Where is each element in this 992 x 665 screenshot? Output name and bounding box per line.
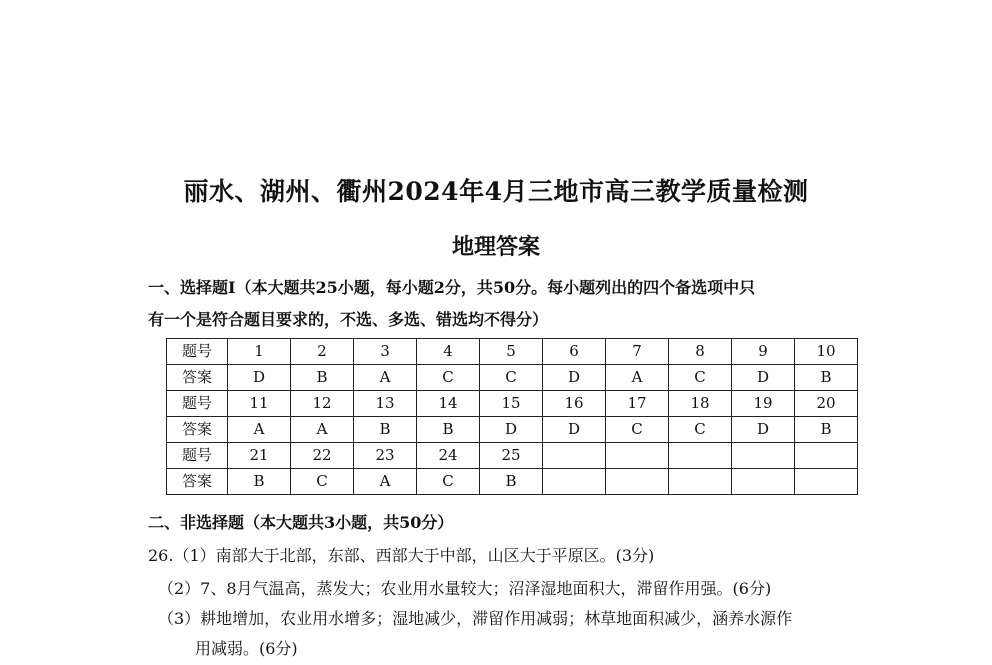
answer-cell: A (228, 417, 291, 443)
q26-1-answer: 26.（1）南部大于北部，东部、西部大于中部，山区大于平原区。(3分) (148, 546, 655, 565)
answer-cell: C (291, 469, 354, 495)
answer-cell: C (669, 417, 732, 443)
answer-cell: C (480, 365, 543, 391)
answer-cell: A (354, 365, 417, 391)
question-cell: 22 (291, 443, 354, 469)
answer-cell: C (669, 365, 732, 391)
question-cell (543, 443, 606, 469)
answer-cell: B (417, 417, 480, 443)
table-row (167, 443, 858, 469)
question-cell: 18 (669, 391, 732, 417)
answer-cell (543, 469, 606, 495)
question-cell: 17 (606, 391, 669, 417)
question-cell: 11 (228, 391, 291, 417)
question-row-label: 题号 (167, 339, 228, 365)
question-cell: 24 (417, 443, 480, 469)
q26-3-answer-line2: 用减弱。(6分) (195, 639, 298, 658)
question-cell: 13 (354, 391, 417, 417)
section1-line1: 一、选择题Ⅰ（本大题共25小题，每小题2分，共50分。每小题列出的四个备选项中只 (148, 278, 756, 297)
question-cell (606, 443, 669, 469)
table-row (167, 365, 858, 391)
answer-cell: A (354, 469, 417, 495)
question-cell: 25 (480, 443, 543, 469)
question-cell: 16 (543, 391, 606, 417)
answer-cell: B (354, 417, 417, 443)
question-cell: 1 (228, 339, 291, 365)
question-cell: 10 (795, 339, 858, 365)
table-row (167, 339, 858, 365)
question-cell (795, 443, 858, 469)
answer-table (166, 338, 858, 495)
answer-cell: A (291, 417, 354, 443)
question-cell: 19 (732, 391, 795, 417)
table-row (167, 469, 858, 495)
answer-row-label: 答案 (167, 469, 228, 495)
question-cell: 23 (354, 443, 417, 469)
answer-cell (606, 469, 669, 495)
answer-row-label: 答案 (167, 365, 228, 391)
question-cell: 2 (291, 339, 354, 365)
question-row-label: 题号 (167, 391, 228, 417)
answer-cell: D (480, 417, 543, 443)
answer-cell: B (795, 417, 858, 443)
answer-cell: D (543, 417, 606, 443)
page-title: 丽水、湖州、衢州2024年4月三地市高三教学质量检测 (183, 177, 809, 206)
page-subtitle: 地理答案 (451, 234, 540, 260)
question-cell: 5 (480, 339, 543, 365)
question-cell: 14 (417, 391, 480, 417)
question-cell: 12 (291, 391, 354, 417)
section2-heading: 二、非选择题（本大题共3小题，共50分） (148, 513, 454, 532)
question-cell: 8 (669, 339, 732, 365)
answer-cell: B (795, 365, 858, 391)
answer-cell: B (291, 365, 354, 391)
section1-line2: 有一个是符合题目要求的，不选、多选、错选均不得分） (148, 310, 549, 329)
table-row (167, 391, 858, 417)
answer-cell: D (732, 365, 795, 391)
question-cell: 6 (543, 339, 606, 365)
question-cell: 7 (606, 339, 669, 365)
answer-cell: D (228, 365, 291, 391)
answer-cell: C (606, 417, 669, 443)
question-cell: 3 (354, 339, 417, 365)
question-cell (669, 443, 732, 469)
answer-cell: A (606, 365, 669, 391)
answer-cell: C (417, 365, 480, 391)
answer-cell: D (543, 365, 606, 391)
answer-cell: D (732, 417, 795, 443)
section1-instructions (148, 272, 848, 336)
answer-cell: B (480, 469, 543, 495)
question-row-label: 题号 (167, 443, 228, 469)
table-row (167, 417, 858, 443)
question-cell: 20 (795, 391, 858, 417)
answer-cell (732, 469, 795, 495)
q26-3-answer-line1: （3）耕地增加，农业用水增多；湿地减少，滞留作用减弱；林草地面积减少，涵养水源作 (158, 609, 793, 628)
question-cell (732, 443, 795, 469)
answer-row-label: 答案 (167, 417, 228, 443)
question-cell: 21 (228, 443, 291, 469)
question-cell: 15 (480, 391, 543, 417)
q26-2-answer: （2）7、8月气温高，蒸发大；农业用水量较大；沼泽湿地面积大，滞留作用强。(6分) (158, 579, 772, 598)
answer-cell: B (228, 469, 291, 495)
answer-cell (795, 469, 858, 495)
question-cell: 4 (417, 339, 480, 365)
question-cell: 9 (732, 339, 795, 365)
answer-cell (669, 469, 732, 495)
answer-cell: C (417, 469, 480, 495)
